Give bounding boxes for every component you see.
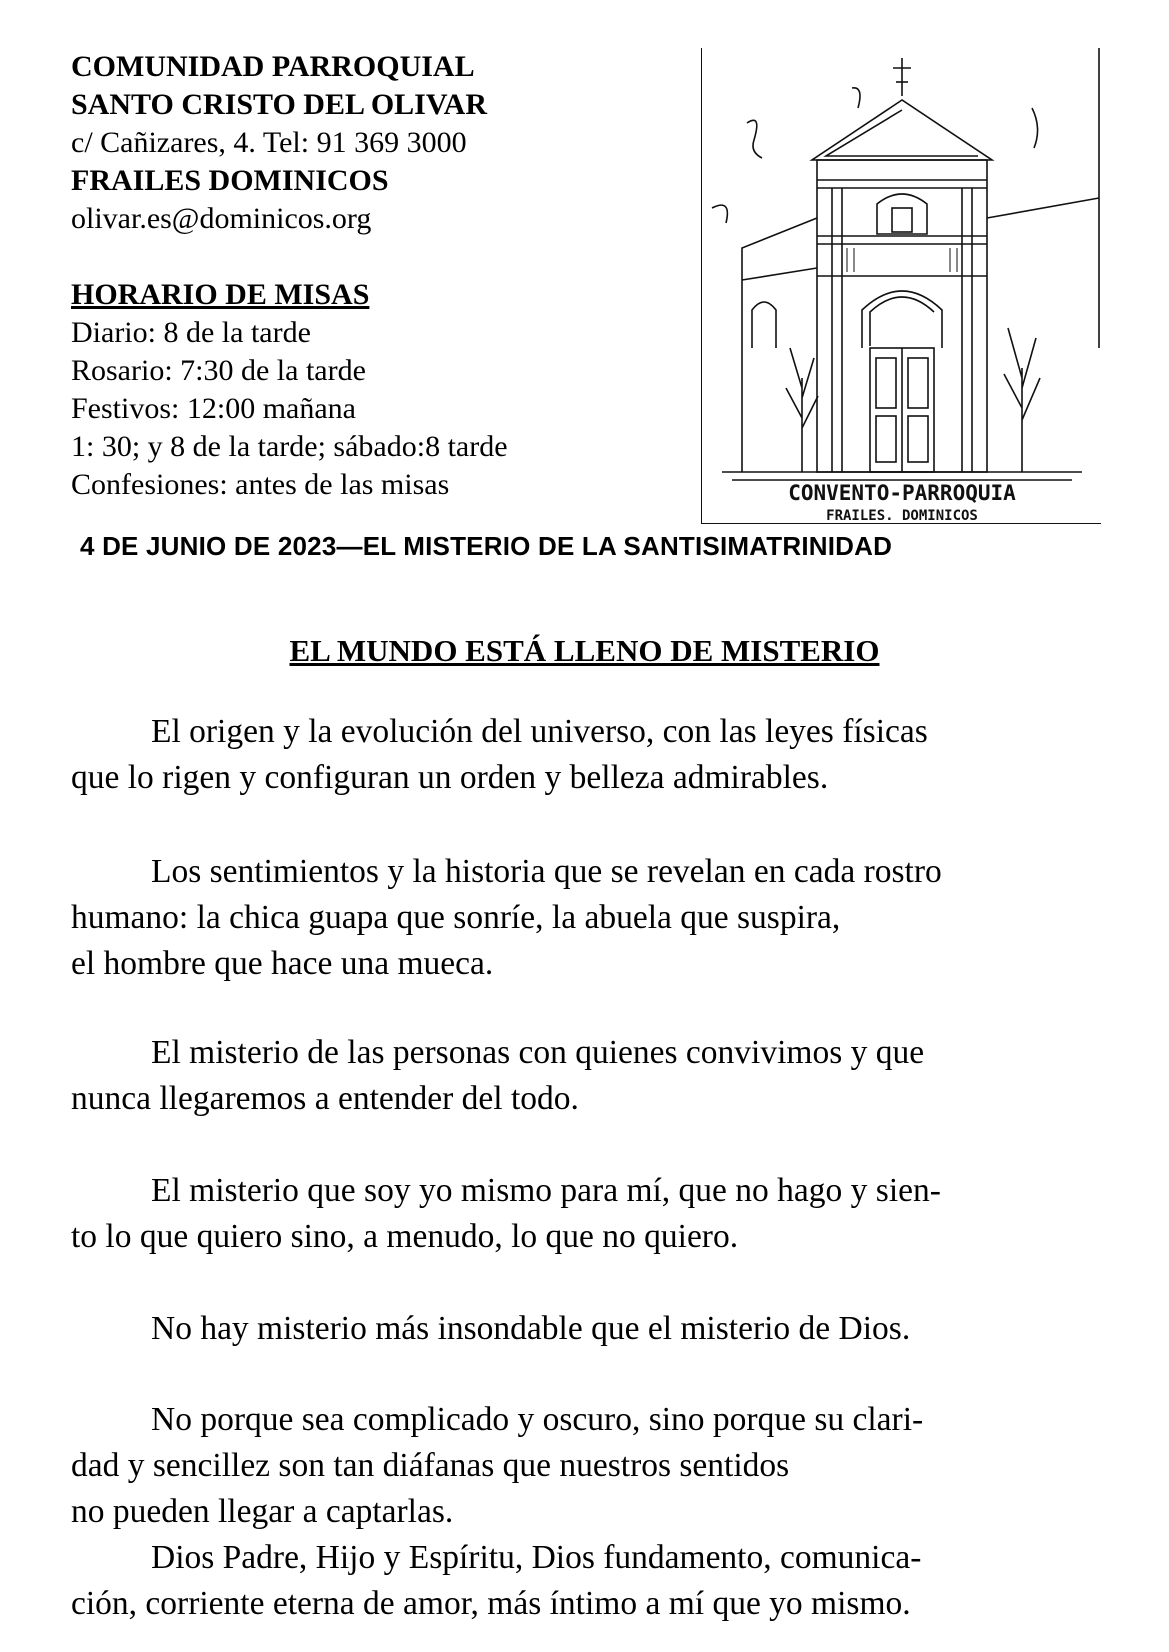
schedule-line: Festivos: 12:00 mañana xyxy=(71,392,356,425)
text-line: No porque sea complicado y oscuro, sino porque su clari- xyxy=(151,1401,924,1438)
text-line: nunca llegaremos a entender del todo. xyxy=(71,1080,579,1117)
drawing-caption-sub: FRAILES. DOMINICOS xyxy=(826,508,978,524)
schedule-line: Diario: 8 de la tarde xyxy=(71,316,311,349)
church-sketch-icon xyxy=(702,48,1102,524)
parish-header xyxy=(71,48,671,504)
paragraph xyxy=(71,709,928,801)
date-line: 4 DE JUNIO DE 2023—EL MISTERIO DE LA SANTISIMATRINIDAD xyxy=(80,531,893,561)
schedule-line: Confesiones: antes de las misas xyxy=(71,468,450,501)
church-drawing xyxy=(701,48,1101,524)
text-line: que lo rigen y configuran un orden y belleza admirables. xyxy=(71,759,829,796)
paragraph xyxy=(71,1535,921,1627)
paragraph xyxy=(71,1306,910,1352)
text-line: Los sentimientos y la historia que se revelan en cada rostro xyxy=(151,853,942,890)
parish-email: olivar.es@dominicos.org xyxy=(71,202,372,235)
text-line: ción, corriente eterna de amor, más íntimo a mí que yo mismo. xyxy=(71,1585,911,1622)
schedule-title: HORARIO DE MISAS xyxy=(71,278,370,311)
schedule-line: Rosario: 7:30 de la tarde xyxy=(71,354,366,387)
drawing-caption-main: CONVENTO-PARROQUIA xyxy=(788,481,1016,505)
paragraph xyxy=(71,1168,941,1260)
article-title: EL MUNDO ESTÁ LLENO DE MISTERIO xyxy=(289,633,880,668)
text-line: humano: la chica guapa que sonríe, la abuela que suspira, xyxy=(71,899,841,936)
text-line: dad y sencillez son tan diáfanas que nuestros sentidos xyxy=(71,1447,790,1484)
paragraph xyxy=(71,1030,924,1122)
parish-name-line2: SANTO CRISTO DEL OLIVAR xyxy=(71,88,487,121)
text-line: to lo que quiero sino, a menudo, lo que no quiero. xyxy=(71,1218,739,1255)
parish-name-line1: COMUNIDAD PARROQUIAL xyxy=(71,50,475,83)
text-line: Dios Padre, Hijo y Espíritu, Dios fundamento, comunica- xyxy=(151,1539,922,1576)
text-line: El misterio que soy yo mismo para mí, que no hago y sien- xyxy=(151,1172,941,1209)
paragraph xyxy=(71,1397,923,1535)
text-line: No hay misterio más insondable que el misterio de Dios. xyxy=(151,1310,911,1347)
parish-address: c/ Cañizares, 4. Tel: 91 369 3000 xyxy=(71,126,467,159)
schedule-line: 1: 30; y 8 de la tarde; sábado:8 tarde xyxy=(71,430,508,463)
paragraph xyxy=(71,849,942,987)
parish-order: FRAILES DOMINICOS xyxy=(71,164,389,197)
text-line: no pueden llegar a captarlas. xyxy=(71,1493,454,1530)
text-line: El origen y la evolución del universo, con las leyes físicas xyxy=(151,713,928,750)
text-line: el hombre que hace una mueca. xyxy=(71,945,494,982)
text-line: El misterio de las personas con quienes convivimos y que xyxy=(151,1034,925,1071)
